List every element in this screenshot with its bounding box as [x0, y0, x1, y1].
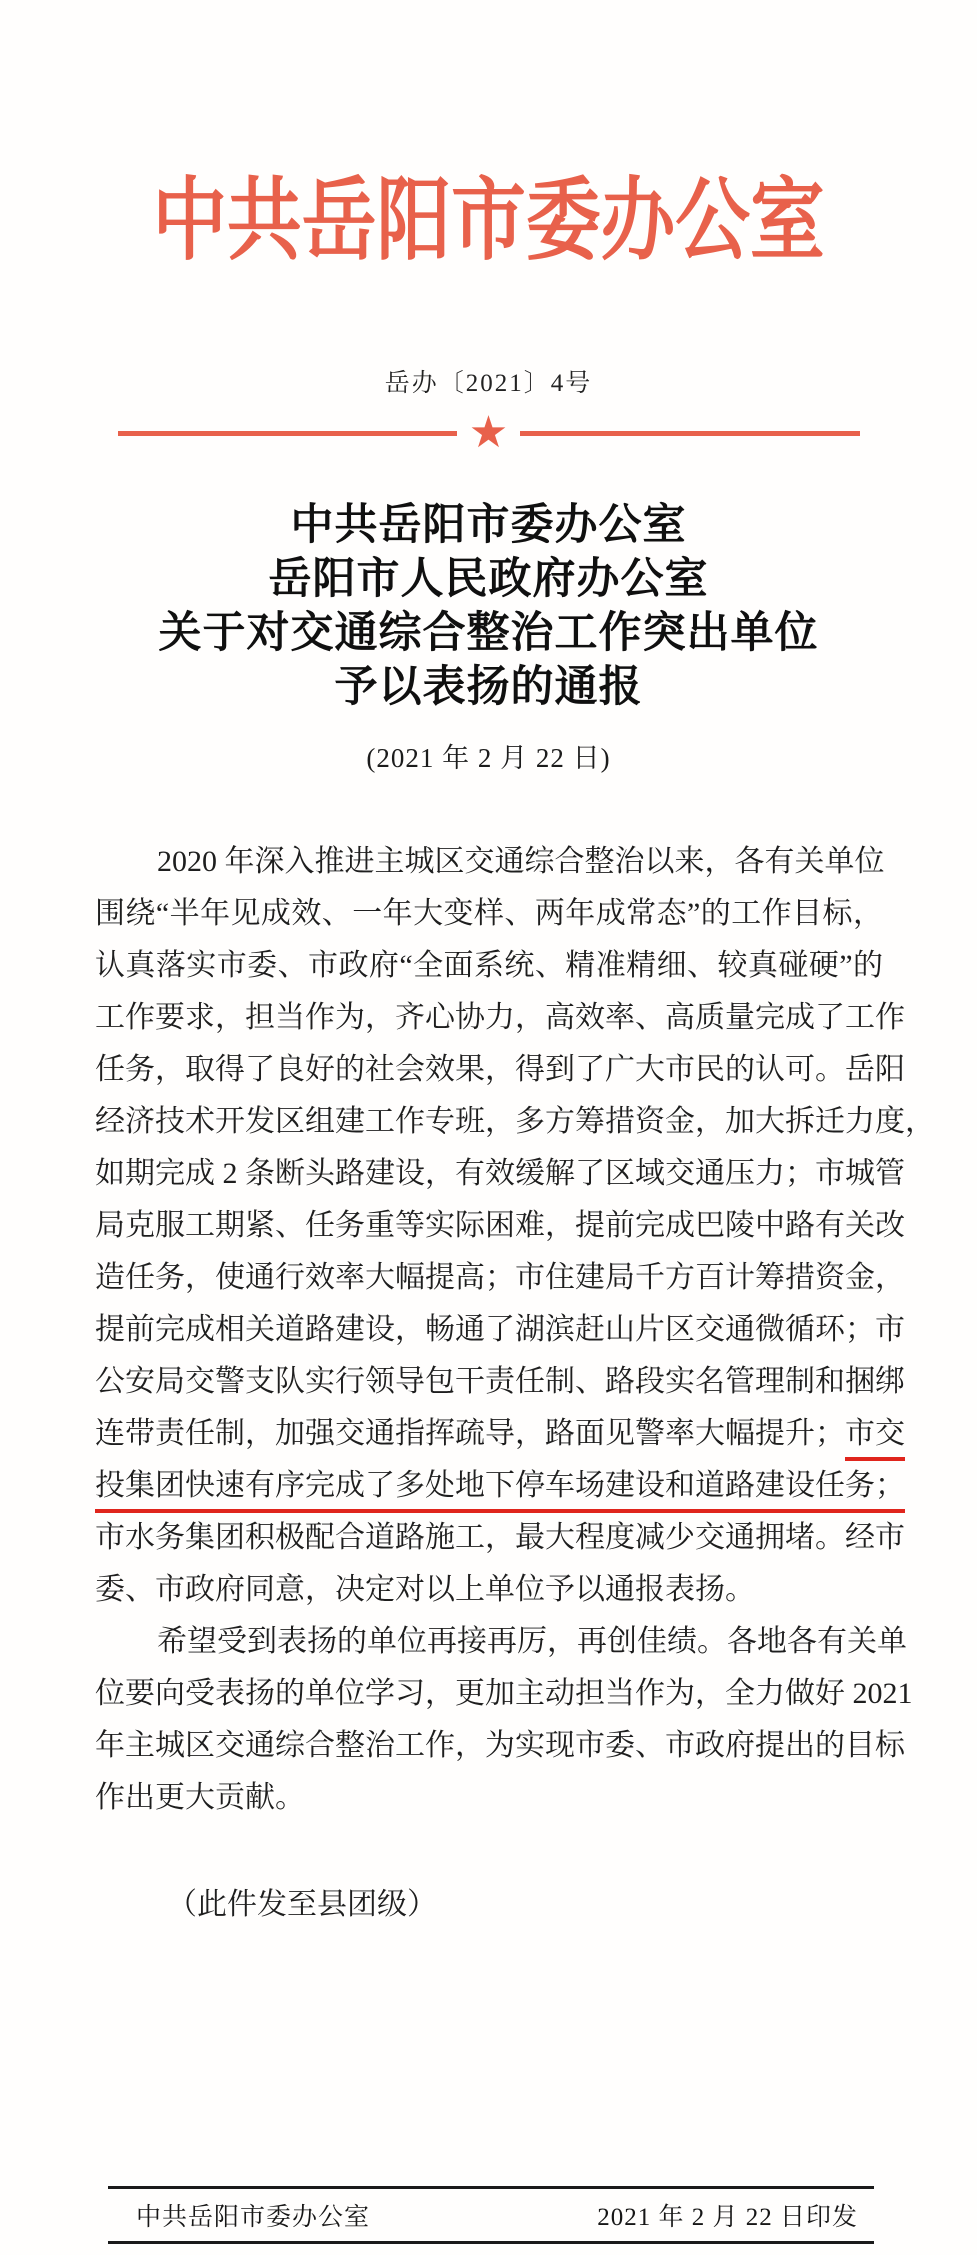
- red-star-icon: ★: [468, 407, 509, 458]
- body-line: 工作要求，担当作为，齐心协力，高效率、高质量完成了工作: [95, 1001, 905, 1034]
- body-line: 作出更大贡献。: [95, 1781, 305, 1814]
- star-separator: [118, 407, 860, 458]
- document-title-line: 岳阳市人民政府办公室: [268, 556, 709, 603]
- body-line: 局克服工期紧、任务重等实际困难，提前完成巴陵中路有关改: [95, 1209, 905, 1242]
- document-title: [0, 499, 977, 715]
- letterhead-title: 中共岳阳市委办公室: [152, 172, 825, 271]
- body-line: 年主城区交通综合整治工作，为实现市委、市政府提出的目标: [95, 1729, 905, 1762]
- separator-rule-left: [118, 431, 457, 436]
- body-line: 提前完成相关道路建设，畅通了湖滨赶山片区交通微循环；市: [95, 1313, 905, 1346]
- document-title-line: 予以表扬的通报: [334, 664, 643, 711]
- body-line: 公安局交警支队实行领导包干责任制、路段实名管理制和捆绑: [95, 1365, 905, 1398]
- body-line: 经济技术开发区组建工作专班，多方筹措资金，加大拆迁力度，: [95, 1105, 935, 1138]
- red-underlined-text: 市交: [845, 1417, 905, 1461]
- document-title-line: 关于对交通综合整治工作突出单位: [158, 610, 819, 657]
- body-line: 认真落实市委、市政府“全面系统、精准精细、较真碰硬”的: [95, 949, 883, 982]
- body-line: 位要向受表扬的单位学习，更加主动担当作为，全力做好 2021: [95, 1677, 913, 1710]
- body-line: 连带责任制，加强交通指挥疏导，路面见警率大幅提升；市交: [95, 1408, 883, 1460]
- body-line: 委、市政府同意，决定对以上单位予以通报表扬。: [95, 1573, 755, 1606]
- body-line: 市水务集团积极配合道路施工，最大程度减少交通拥堵。经市: [95, 1521, 905, 1554]
- footer-print-date: 2021 年 2 月 22 日印发: [597, 2204, 858, 2231]
- document-number: 岳办〔2021〕4号: [384, 370, 593, 397]
- separator-rule-right: [520, 431, 859, 436]
- body-line: 造任务，使通行效率大幅提高；市住建局千方百计筹措资金，: [95, 1261, 905, 1294]
- footer: [108, 2186, 874, 2244]
- document-title-line: 中共岳阳市委办公室: [290, 502, 687, 549]
- body-line: 2020 年深入推进主城区交通综合整治以来，各有关单位: [157, 845, 885, 878]
- document-body: [95, 836, 935, 1824]
- distribution-note: （此件发至县团级）: [167, 1888, 437, 1921]
- body-line: [95, 1460, 905, 1512]
- body-line: 任务，取得了良好的社会效果，得到了广大市民的认可。岳阳: [95, 1053, 905, 1086]
- document-date: (2021 年 2 月 22 日): [366, 743, 611, 773]
- red-underlined-text: 投集团快速有序完成了多处地下停车场建设和道路建设任务；: [95, 1469, 905, 1513]
- body-line: 如期完成 2 条断头路建设，有效缓解了区域交通压力；市城管: [95, 1157, 905, 1190]
- body-line: 围绕“半年见成效、一年大变样、两年成常态”的工作目标，: [95, 897, 883, 930]
- footer-issuer: 中共岳阳市委办公室: [136, 2204, 371, 2231]
- body-line: 希望受到表扬的单位再接再厉，再创佳绩。各地各有关单: [157, 1625, 907, 1658]
